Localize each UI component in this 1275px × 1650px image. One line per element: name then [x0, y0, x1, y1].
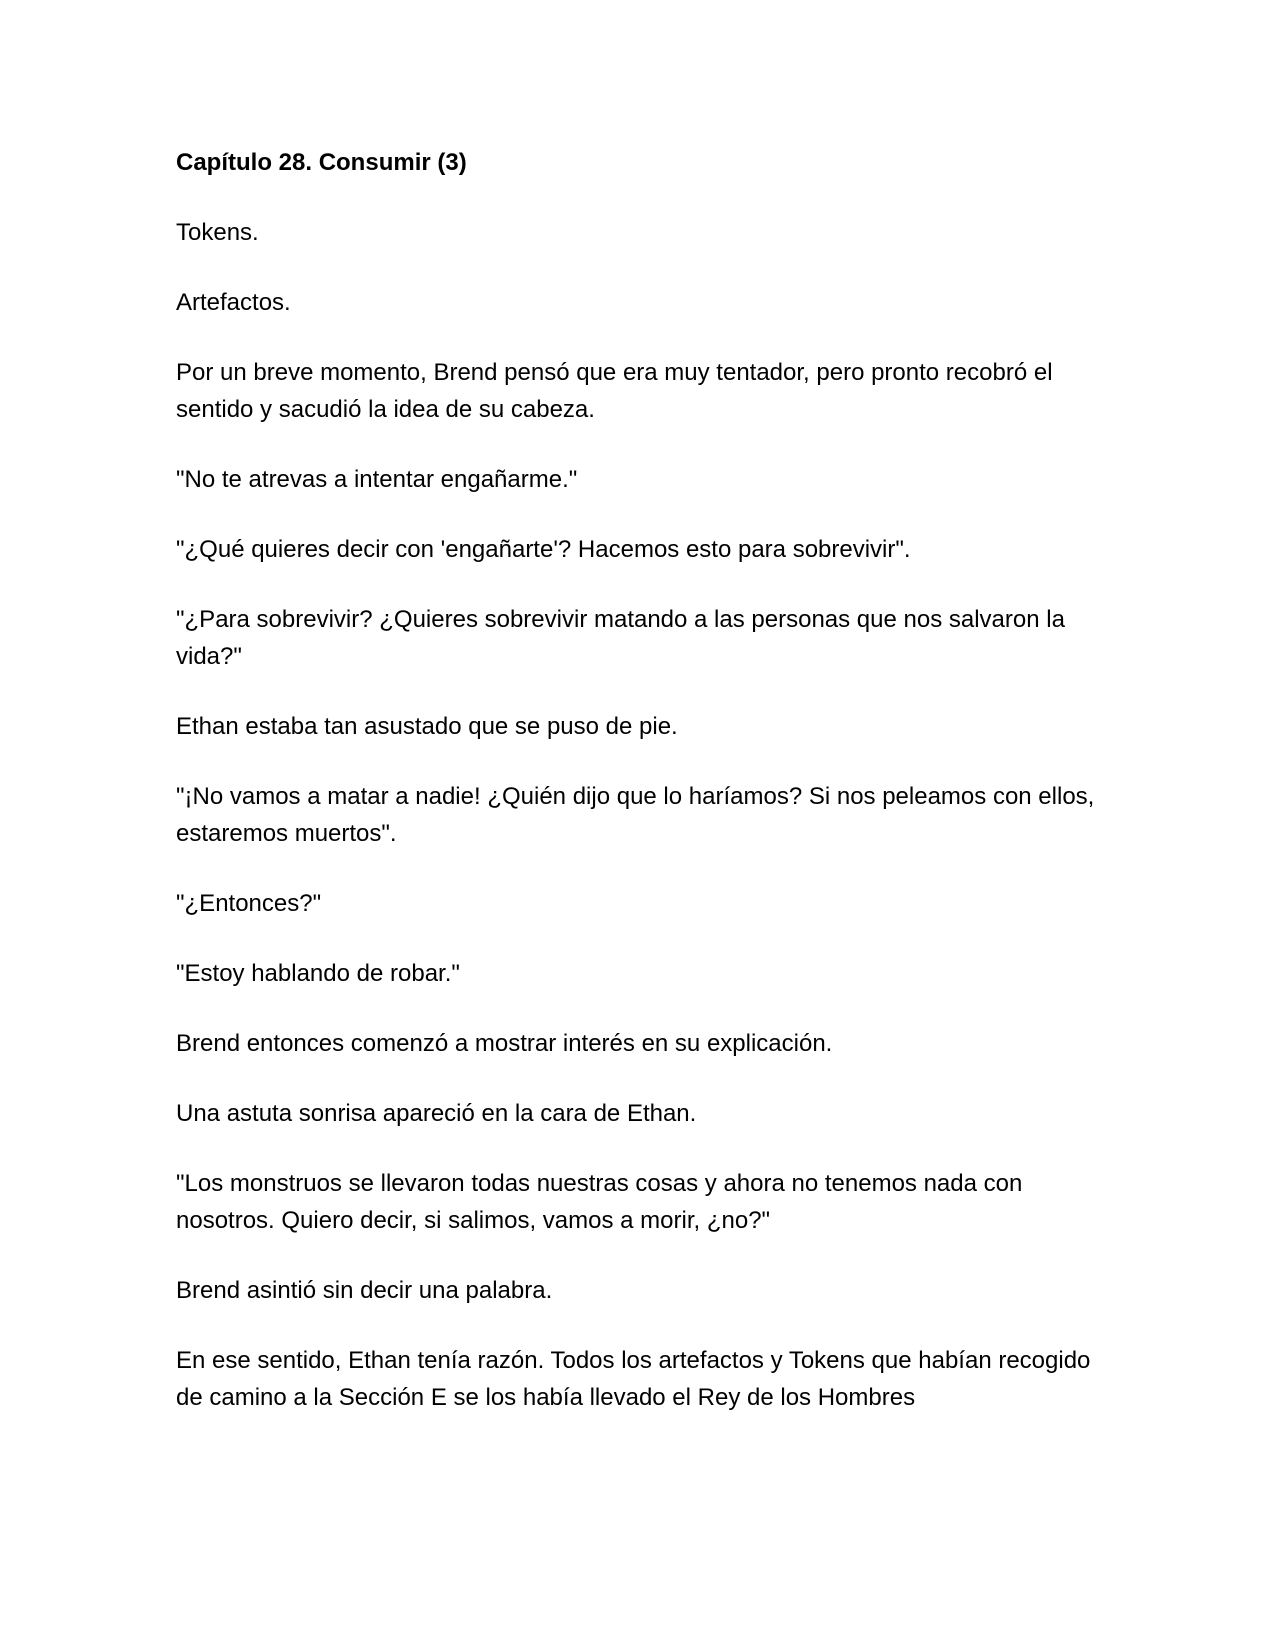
paragraph: Artefactos. — [176, 289, 291, 316]
paragraph: "¡No vamos a matar a nadie! ¿Quién dijo que lo haríamos? Si nos peleamos con ellos, estaremos muertos". — [176, 783, 1095, 847]
paragraph: "Los monstruos se llevaron todas nuestras cosas y ahora no tenemos nada con nosotros. Quiero decir, si salimos, vamos a morir, ¿no?" — [176, 1170, 1023, 1234]
paragraph: Tokens. — [176, 219, 259, 246]
paragraph: "Estoy hablando de robar." — [176, 960, 460, 987]
paragraph: En ese sentido, Ethan tenía razón. Todos los artefactos y Tokens que habían recogido de camino a la Sección E se los había llevado el Rey de los Hombres — [176, 1347, 1091, 1411]
paragraph: "¿Para sobrevivir? ¿Quieres sobrevivir matando a las personas que nos salvaron la vida?" — [176, 606, 1065, 670]
paragraph: "¿Entonces?" — [176, 890, 322, 917]
paragraph: "No te atrevas a intentar engañarme." — [176, 466, 578, 493]
paragraph: Por un breve momento, Brend pensó que era muy tentador, pero pronto recobró el sentido y sacudió la idea de su cabeza. — [176, 359, 1053, 423]
paragraph: Brend entonces comenzó a mostrar interés en su explicación. — [176, 1030, 833, 1057]
paragraph: Ethan estaba tan asustado que se puso de pie. — [176, 713, 678, 740]
chapter-title: Capítulo 28. Consumir (3) — [176, 149, 467, 176]
document-body — [176, 144, 1096, 1449]
paragraph: Brend asintió sin decir una palabra. — [176, 1277, 553, 1304]
paragraph: "¿Qué quieres decir con 'engañarte'? Hacemos esto para sobrevivir". — [176, 536, 911, 563]
paragraph: Una astuta sonrisa apareció en la cara de Ethan. — [176, 1100, 697, 1127]
